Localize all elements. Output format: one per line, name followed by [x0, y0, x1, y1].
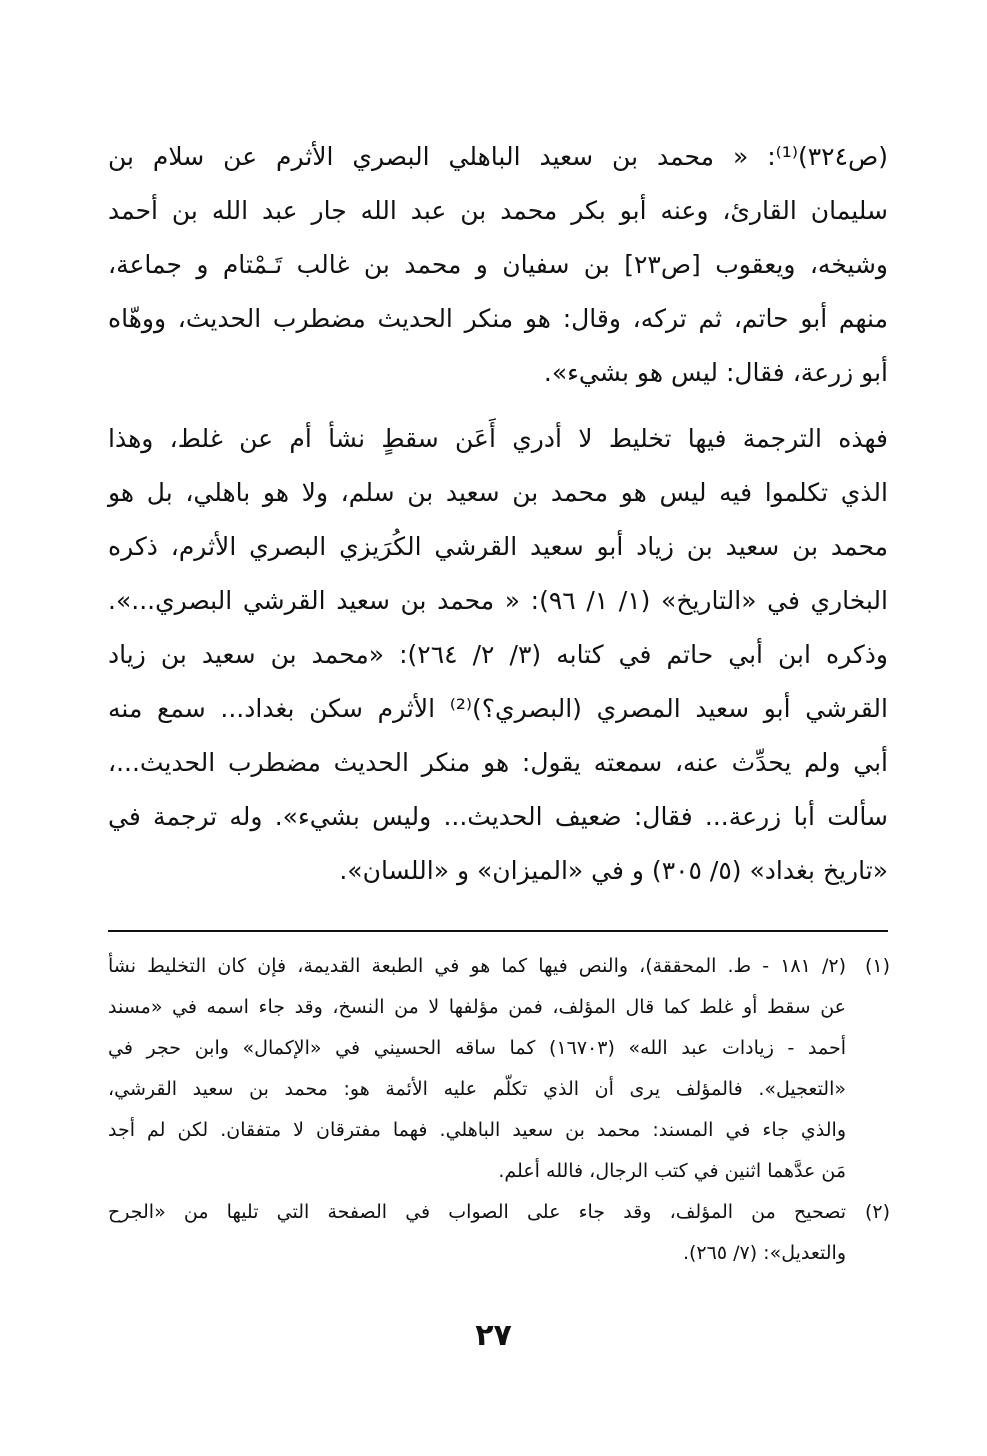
text-line: سألت أبا زرعة... فقال: ضعيف الحديث... وليس بشيء». وله ترجمة في	[108, 802, 888, 831]
footnote-line: أحمد - زيادات عبد الله» (١٦٧٠٣) كما ساقه الحسيني في «الإكمال» وابن حجر في	[108, 1037, 847, 1059]
footnote-2	[108, 1192, 890, 1274]
footnote-line: تصحيح من المؤلف، وقد جاء على الصواب في الصفحة التي تليها من «الجرح	[108, 1201, 846, 1223]
footnotes	[108, 946, 890, 1274]
footnote-line: والذي جاء في المسند: محمد بن سعيد الباهلي. فهما مفترقان لا متفقان. لكن لم أجد	[108, 1119, 846, 1141]
text-line: أبو زرعة، فقال: ليس هو بشيء».	[543, 358, 888, 387]
footnote-body	[108, 1192, 846, 1274]
footnote-line: (٢/ ١٨١ - ط. المحققة)، والنص فيها كما هو في الطبعة القديمة، فإن كان التخليط نشأ	[108, 955, 846, 977]
text-line: سليمان القارئ، وعنه أبو بكر محمد بن عبد الله جار عبد الله بن أحمد	[108, 196, 888, 225]
paragraph-1	[108, 130, 888, 400]
text-line: البخاري في «التاريخ» (١/ ١/ ٩٦): « محمد بن سعيد القرشي البصري...».	[108, 586, 888, 615]
text-line: منهم أبو حاتم، ثم تركه، وقال: هو منكر الحديث مضطرب الحديث، ووهّاه	[108, 304, 888, 333]
paragraph-spacer	[108, 400, 888, 412]
footnote-line: مَن عدَّهما اثنين في كتب الرجال، فالله أعلم.	[498, 1160, 846, 1182]
text-line: (ص٣٢٤)⁽¹⁾: « محمد بن سعيد الباهلي البصري الأثرم عن سلام بن	[108, 142, 888, 171]
footnote-line: «التعجيل». فالمؤلف يرى أن الذي تكلّم عليه الأئمة هو: محمد بن سعيد القرشي،	[108, 1078, 846, 1100]
footnote-line: والتعديل»: (٧/ ٢٦٥).	[682, 1242, 846, 1264]
text-line: وذكره ابن أبي حاتم في كتابه (٣/ ٢/ ٢٦٤): «محمد بن سعيد بن زياد	[108, 640, 889, 669]
footnote-marker: (١)	[864, 955, 890, 977]
footnote-divider	[108, 930, 888, 932]
text-line: محمد بن سعيد بن زياد أبو سعيد القرشي الكُرَيزي البصري الأثرم، ذكره	[108, 532, 888, 561]
footnote-line: عن سقط أو غلط كما قال المؤلف، فمن مؤلفها لا من النسخ، وقد جاء اسمه في «مسند	[108, 996, 846, 1018]
main-text	[108, 130, 888, 898]
text-line: «تاريخ بغداد» (٥/ ٣٠٥) و في «الميزان» و «اللسان».	[339, 856, 888, 885]
text-line: أبي ولم يحدِّث عنه، سمعته يقول: هو منكر الحديث مضطرب الحديث...،	[108, 748, 888, 777]
footnote-1	[108, 946, 890, 1192]
page-number: ٢٧	[475, 1318, 512, 1353]
footnote-body	[108, 946, 846, 1192]
paragraph-2	[108, 412, 888, 898]
text-line: وشيخه، ويعقوب [ص٢٣] بن سفيان و محمد بن غالب تَـمْتام و جماعة،	[108, 250, 888, 279]
text-line: القرشي أبو سعيد المصري (البصري؟)⁽²⁾ الأثرم سكن بغداد... سمع منه	[108, 694, 888, 723]
footnote-marker: (٢)	[864, 1201, 890, 1223]
text-line: الذي تكلموا فيه ليس هو محمد بن سعيد بن سلم، ولا هو باهلي، بل هو	[108, 478, 888, 507]
text-line: فهذه الترجمة فيها تخليط لا أدري أَعَن سقطٍ نشأ أم عن غلط، وهذا	[108, 424, 888, 453]
